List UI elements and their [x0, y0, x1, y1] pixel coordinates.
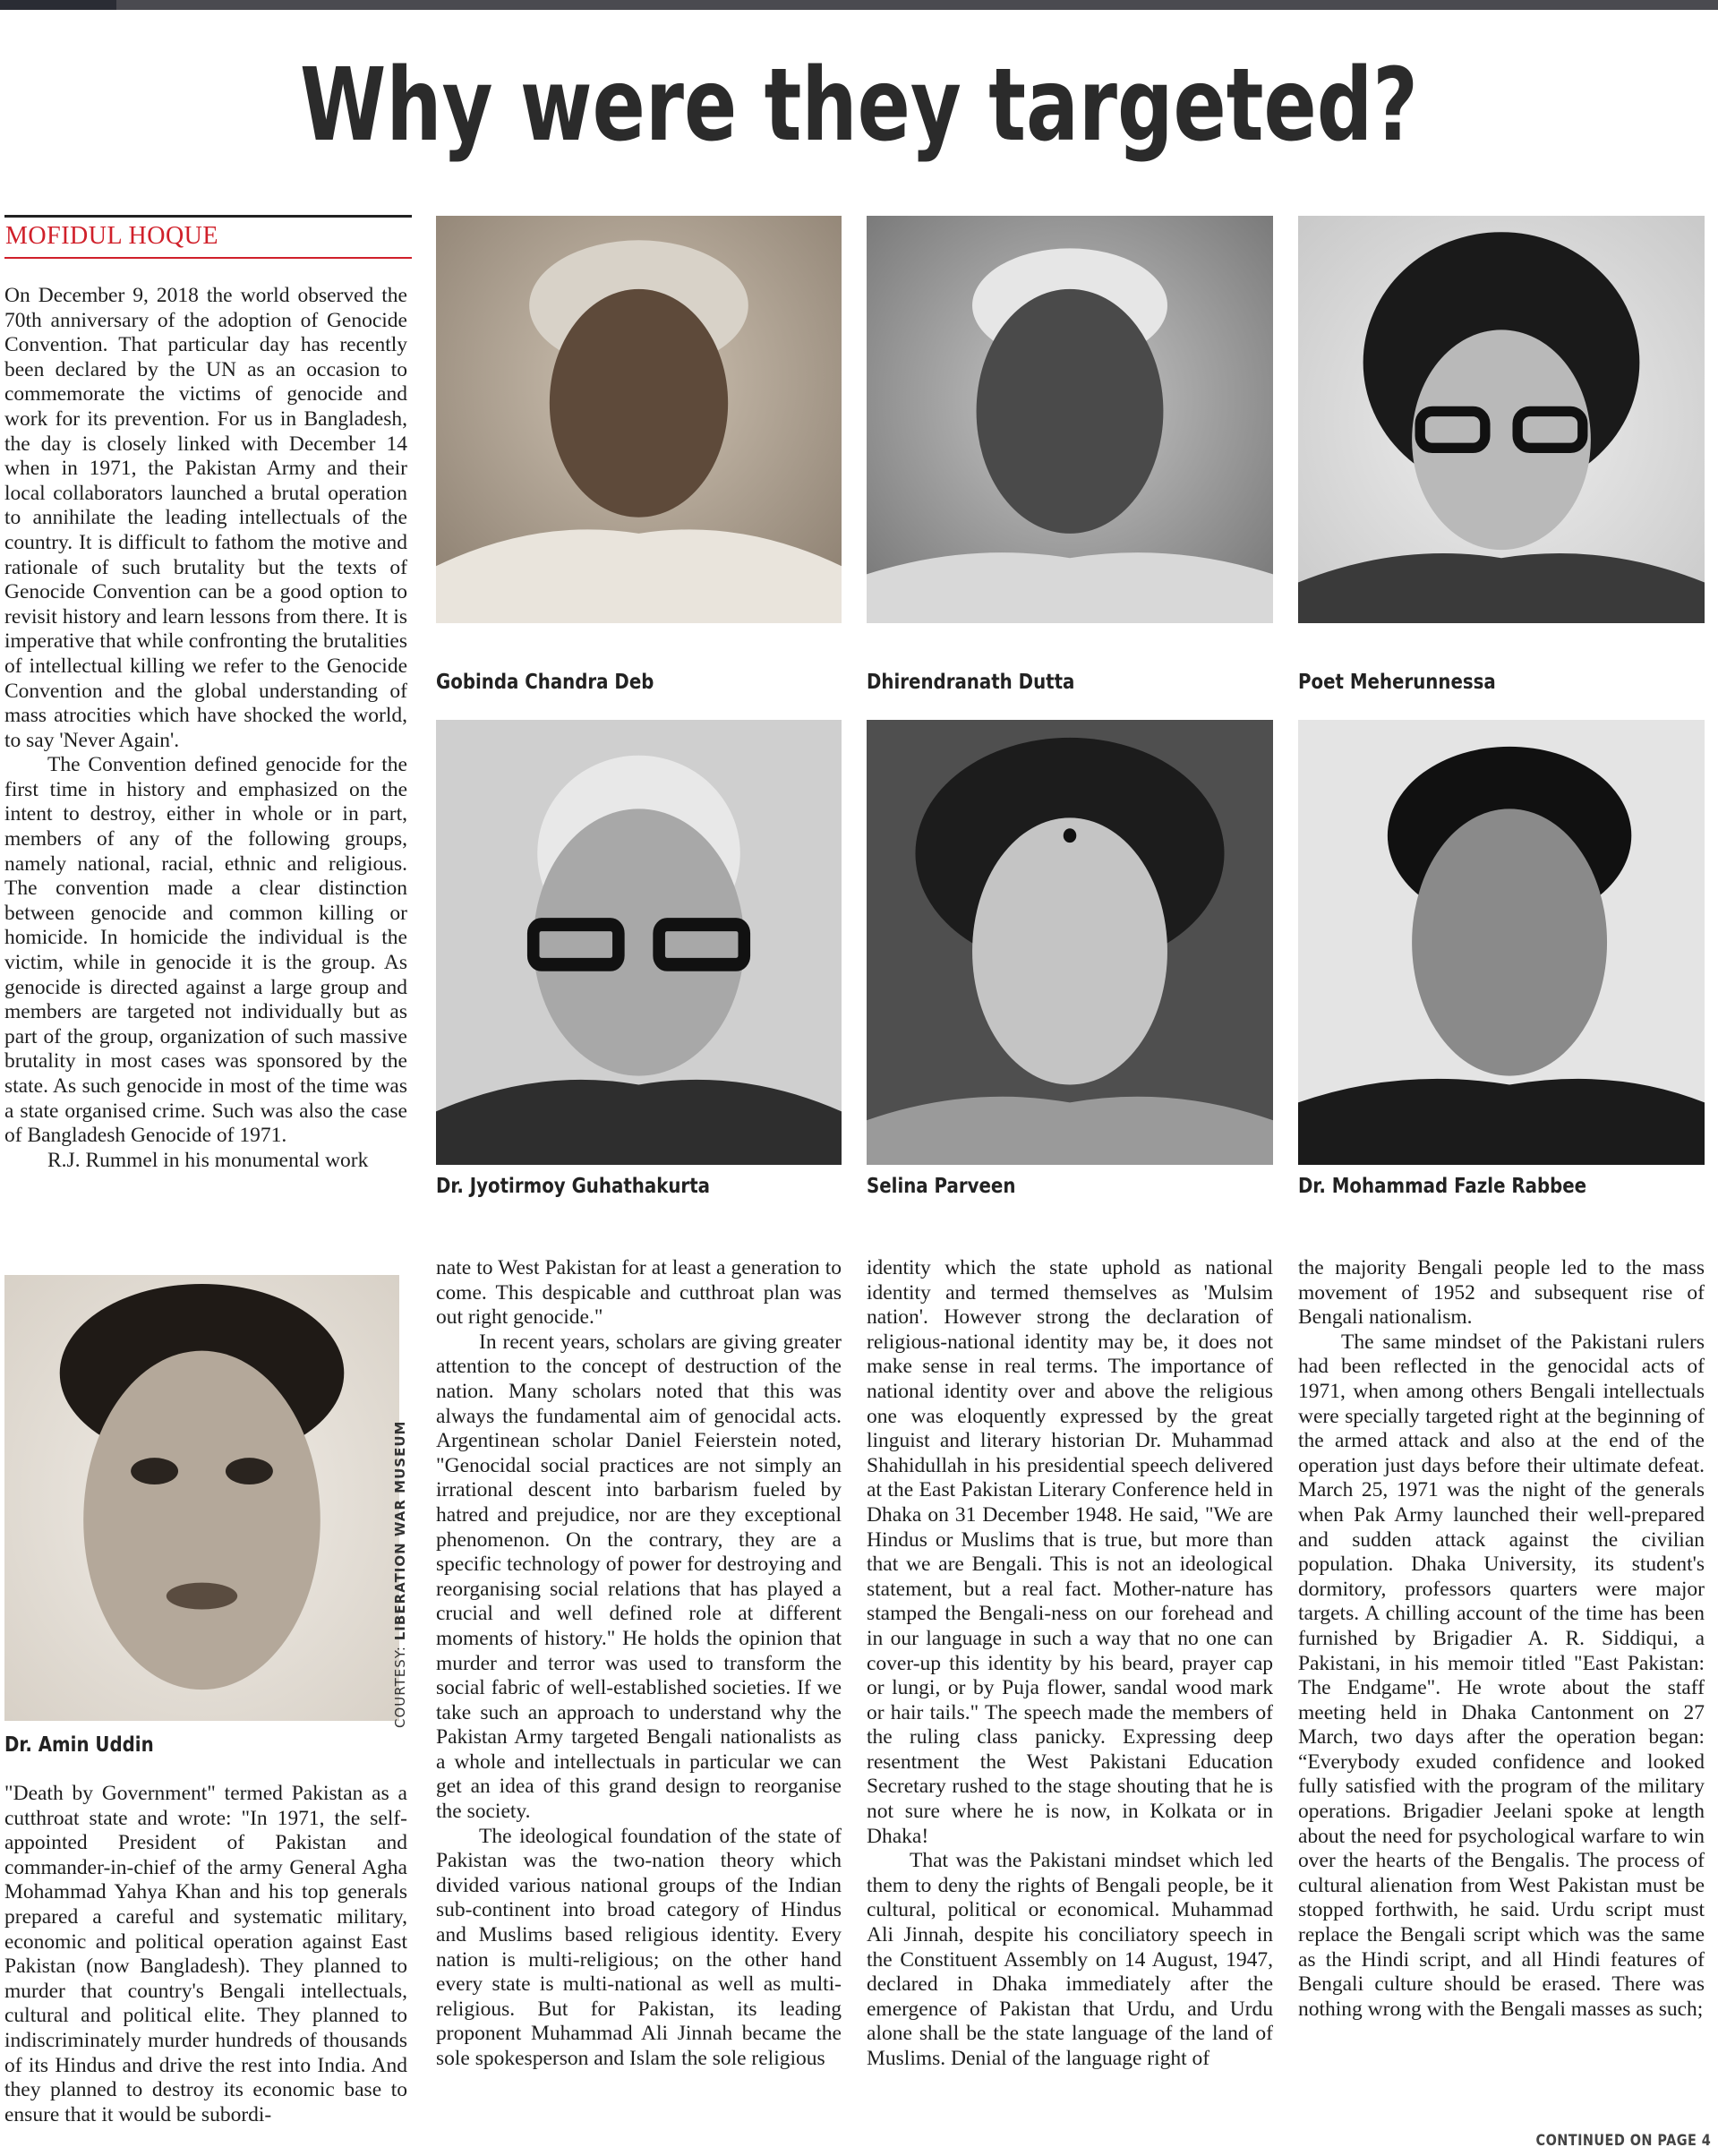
photo-credit-source: LIBERATION WAR MUSEUM [392, 1420, 408, 1641]
photo-caption: Poet Meherunnessa [1298, 671, 1496, 694]
paragraph: the majority Bengali people led to the mass movement of 1952 and subsequent rise of Bengali nationalism. [1298, 1256, 1705, 1330]
portrait-photo [867, 720, 1273, 1165]
portrait-photo [4, 1275, 399, 1721]
portrait-photo [1298, 216, 1705, 623]
article-column-2 [436, 1256, 842, 2072]
page-headline: Why were they targeted? [300, 47, 1418, 164]
paragraph: nate to West Pakistan for at least a generation to come. This despicable and cutthroat plan was out right genocide." [436, 1256, 842, 1330]
photo-caption: Dhirendranath Dutta [867, 671, 1075, 694]
continued-notice: CONTINUED ON PAGE 4 [1535, 2132, 1711, 2150]
paragraph: In recent years, scholars are giving greater attention to the concept of destruction of the nation. Many scholars noted that this was always the fundamental aim of genocidal acts. Argentinean scholar Daniel Feierstein noted, "Genocidal social practices are not simply an irrational descent into barbarism fueled by hatred and prejudice, nor are they exceptional phenomenon. On the contrary, they are a specific technology of power for destroying and reorganising social relations that has played a crucial and well defined role at different moments of history." He holds the opinion that murder and terror was used to transform the social fabric of well-established societies. If we take such an approach to understand why the Pakistan Army targeted Bengali nationalists as a whole and intellectuals in particular we can get an idea of this grand design to reorganise the society. [436, 1330, 842, 1824]
byline: MOFIDUL HOQUE [5, 222, 219, 250]
page-top-bar [0, 0, 1718, 10]
article-column-1-bottom [4, 1782, 407, 2127]
photo-caption: Gobinda Chandra Deb [436, 671, 654, 694]
portrait-photo [1298, 720, 1705, 1165]
paragraph: On December 9, 2018 the world observed the 70th anniversary of the adoption of Genocide Convention. That particular day has recently been declared by the UN as an occasion to commemorate the victims of genocide and work for its prevention. For us in Bangladesh, the day is closely linked with December 14 when in 1971, the Pakistan Army and their local collaborators launched a brutal operation to annihilate the leading intellectuals of the country. It is difficult to fathom the motive and rationale of such brutality but the texts of Genocide Convention can be a good option to revisit history and learn lessons from there. It is imperative that while confronting the brutalities of intellectual killing we refer to the Genocide Convention and the global understanding of mass atrocities which have shocked the world, to say 'Never Again'. [4, 284, 407, 752]
paragraph: "Death by Government" termed Pakistan as a cutthroat state and wrote: "In 1971, the self-appointed President of Pakistan and commander-in-chief of the army General Agha Mohammad Yahya Khan and his top generals prepared a careful and systematic military, economic and political operation against East Pakistan (now Bangladesh). They planned to murder that country's Bengali intellectuals, cultural and political elite. They planned to indiscriminately murder hundreds of thousands of its Hindus and drive the rest into India. And they planned to destroy its economic base to ensure that it would be subordi- [4, 1782, 407, 2126]
page-top-bar-block [0, 0, 116, 10]
paragraph: The same mindset of the Pakistani rulers had been reflected in the genocidal acts of 1971, when among others Bengali intellectuals were specially targeted right at the beginning of the armed attack and also at the end of the operation just days before their ultimate defeat. March 25, 1971 was the night of the generals when Pak Army launched their well-prepared and sudden attack against the civilian population. Dhaka University, its student's dormitory, professors quarters were major targets. A chilling account of the time has been furnished by Brigadier A. R. Siddiqui, a Pakistani, in his memoir titled "East Pakistan: The Endgame". He wrote about the staff meeting held in Dhaka Cantonment on 27 March, two days after the operation began: “Everybody exuded confidence and looked fully satisfied with the program of the military operations. Brigadier Jeelani spoke at length about the need for psychological warfare to win over the hearts of the Bengalis. The process of cultural alienation from West Pakistan must be stopped forthwith, he said. Urdu script must replace the Bengali script which was the same as the Hindi script, and all Hindi features of Bengali culture should be erased. There was nothing wrong with the Bengali masses as such; [1298, 1330, 1705, 2021]
paragraph: The ideological foundation of the state of Pakistan was the two-nation theory which divided various national groups of the Indian sub-continent into broad category of Hindus and Muslims based religious identity. Every nation is multi-religious; on the other hand every state is multi-national as well as multi-religious. But for Pakistan, its leading proponent Muhammad Ali Jinnah became the sole spokesperson and Islam the sole religious [436, 1824, 842, 2070]
paragraph: That was the Pakistani mindset which led them to deny the rights of Bengali people, be it cultural, political or economical. Muhammad Ali Jinnah, despite his conciliatory speech in the Constituent Assembly on 14 August, 1947, declared in Dhaka immediately after the emergence of Pakistan that Urdu, and Urdu alone shall be the state language of the land of Muslims. Denial of the language right of [867, 1849, 1273, 2070]
portrait-photo [867, 216, 1273, 623]
portrait-photo [436, 216, 842, 623]
photo-credit [392, 1352, 414, 1728]
paragraph: R.J. Rummel in his monumental work [47, 1148, 369, 1172]
byline-rule-top [4, 215, 412, 218]
photo-caption: Dr. Amin Uddin [4, 1733, 154, 1757]
photo-credit-prefix: COURTESY: [392, 1640, 408, 1728]
article-column-1-top [4, 284, 407, 1173]
article-column-4 [1298, 1256, 1705, 2022]
photo-caption: Selina Parveen [867, 1175, 1016, 1198]
byline-rule-bottom [4, 257, 412, 259]
photo-caption: Dr. Mohammad Fazle Rabbee [1298, 1175, 1587, 1198]
article-column-3 [867, 1256, 1273, 2072]
paragraph: The Convention defined genocide for the first time in history and emphasized on the intent to destroy, either in whole or in part, members of any of the following groups, namely national, racial, ethnic and religious. The convention made a clear distinction between genocide and common killing or homicide. In homicide the individual is the victim, while in genocide it is the group. As genocide is directed against a large group and members are targeted not individually but as part of the group, organization of such massive brutality in most cases was sponsored by the state. As such genocide in most of the time was a state organised crime. Such was also the case of Bangladesh Genocide of 1971. [4, 753, 407, 1148]
photo-caption: Dr. Jyotirmoy Guhathakurta [436, 1175, 710, 1198]
paragraph: identity which the state uphold as national identity and termed themselves as 'Mulsim nation'. However strong the declaration of religious-national identity may be, it does not make sense in real terms. The importance of national identity over and above the religious one was eloquently expressed by the great linguist and literary historian Dr. Muhammad Shahidullah in his presidential speech delivered at the East Pakistan Literary Conference held in Dhaka on 31 December 1948. He said, "We are Hindus or Muslims that is true, but more than that we are Bengali. This is not an ideological statement, but a real fact. Mother-nature has stamped the Bengali-ness on our forehead and in our language in such a way that no one can cover-up this identity by his beard, prayer cap or lungi, or by Puja flower, sandal wood mark or hair tails." The speech made the members of the ruling class panicky. Expressing deep resentment the West Pakistani Education Secretary rushed to the stage shouting that he is not sure where he is now, in Kolkata or in Dhaka! [867, 1256, 1273, 1848]
portrait-photo [436, 720, 842, 1165]
